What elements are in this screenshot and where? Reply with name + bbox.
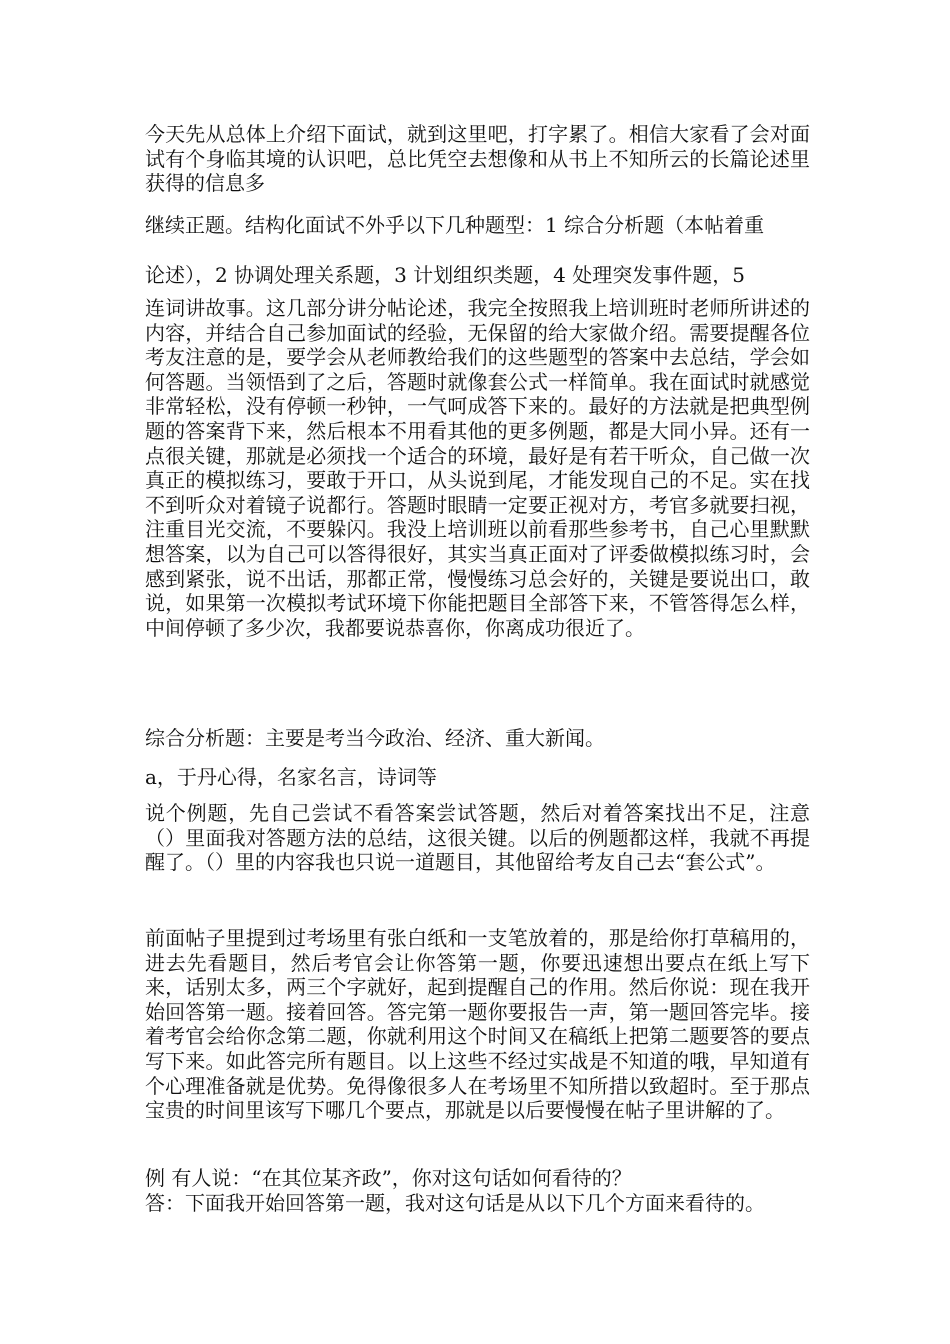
paragraph-analysis-topic: 综合分析题：主要是考当今政治、经济、重大新闻。	[145, 726, 605, 750]
paragraph-topic-line-1: 继续正题。结构化面试不外乎以下几种题型：1 综合分析题（本帖着重	[145, 213, 765, 237]
paragraph-topic-line-2: 论述），2 协调处理关系题，3 计划组织类题，4 处理突发事件题，5	[145, 263, 745, 287]
paragraph-advice: 连词讲故事。这几部分讲分帖论述，我完全按照我上培训班时老师所讲述的内容，并结合自己参加面试的经验，无保留的给大家做介绍。需要提醒各位考友注意的是，要学会从老师教给我们的这些题型的答案中去总结，学会如何答题。当领悟到了之后，答题时就像套公式一样简单。我在面试时就感觉非常轻松，没有停顿一秒钟，一气呵成答下来的。最好的方法就是把典型例题的答案背下来，然后根本不用看其他的更多例题，都是大同小异。还有一点很关键，那就是必须找一个适合的环境，最好是有若干听众，自己做一次真正的模拟练习，要敢于开口，从头说到尾，才能发现自己的不足。实在找不到听众对着镜子说都行。答题时眼睛一定要正视对方，考官多就要扫视，注重目光交流，不要躲闪。我没上培训班以前看那些参考书，自己心里默默想答案，以为自己可以答得很好，其实当真正面对了评委做模拟练习时，会感到紧张，说不出话，那都正常，慢慢练习总会好的，关键是要说出口，敢说，如果第一次模拟考试环境下你能把题目全部答下来，不管答得怎么样，中间停顿了多少次，我都要说恭喜你，你离成功很近了。	[145, 296, 810, 640]
example-question: 例 有人说：“在其位某齐政”，你对这句话如何看待的？	[145, 1166, 632, 1190]
paragraph-exam-procedure: 前面帖子里提到过考场里有张白纸和一支笔放着的，那是给你打草稿用的，进去先看题目，然后考官会让你答第一题，你要迅速想出要点在纸上写下来，话别太多，两三个字就好，起到提醒自己的作用。然后你说：现在我开始回答第一题。接着回答。答完第一题你要报告一声，第一题回答完毕。接着考官会给你念第二题，你就利用这个时间又在稿纸上把第二题要答的要点写下来。如此答完所有题目。以上这些不经过实战是不知道的哦，早知道有个心理准备就是优势。免得像很多人在考场里不知所措以致超时。至于那点宝贵的时间里该写下哪几个要点，那就是以后要慢慢在帖子里讲解的了。	[145, 926, 810, 1123]
paragraph-intro: 今天先从总体上介绍下面试，就到这里吧，打字累了。相信大家看了会对面试有个身临其境的认识吧，总比凭空去想像和从书上不知所云的长篇论述里获得的信息多	[145, 122, 810, 196]
example-answer: 答：下面我开始回答第一题，我对这句话是从以下几个方面来看待的。	[145, 1191, 765, 1215]
paragraph-item-a: a，于丹心得，名家名言，诗词等	[145, 765, 437, 789]
paragraph-example-intro: 说个例题，先自己尝试不看答案尝试答题，然后对着答案找出不足，注意（）里面我对答题方法的总结，这很关键。以后的例题都这样，我就不再提醒了。（）里的内容我也只说一道题目，其他留给考友自己去“套公式”。	[145, 801, 810, 875]
